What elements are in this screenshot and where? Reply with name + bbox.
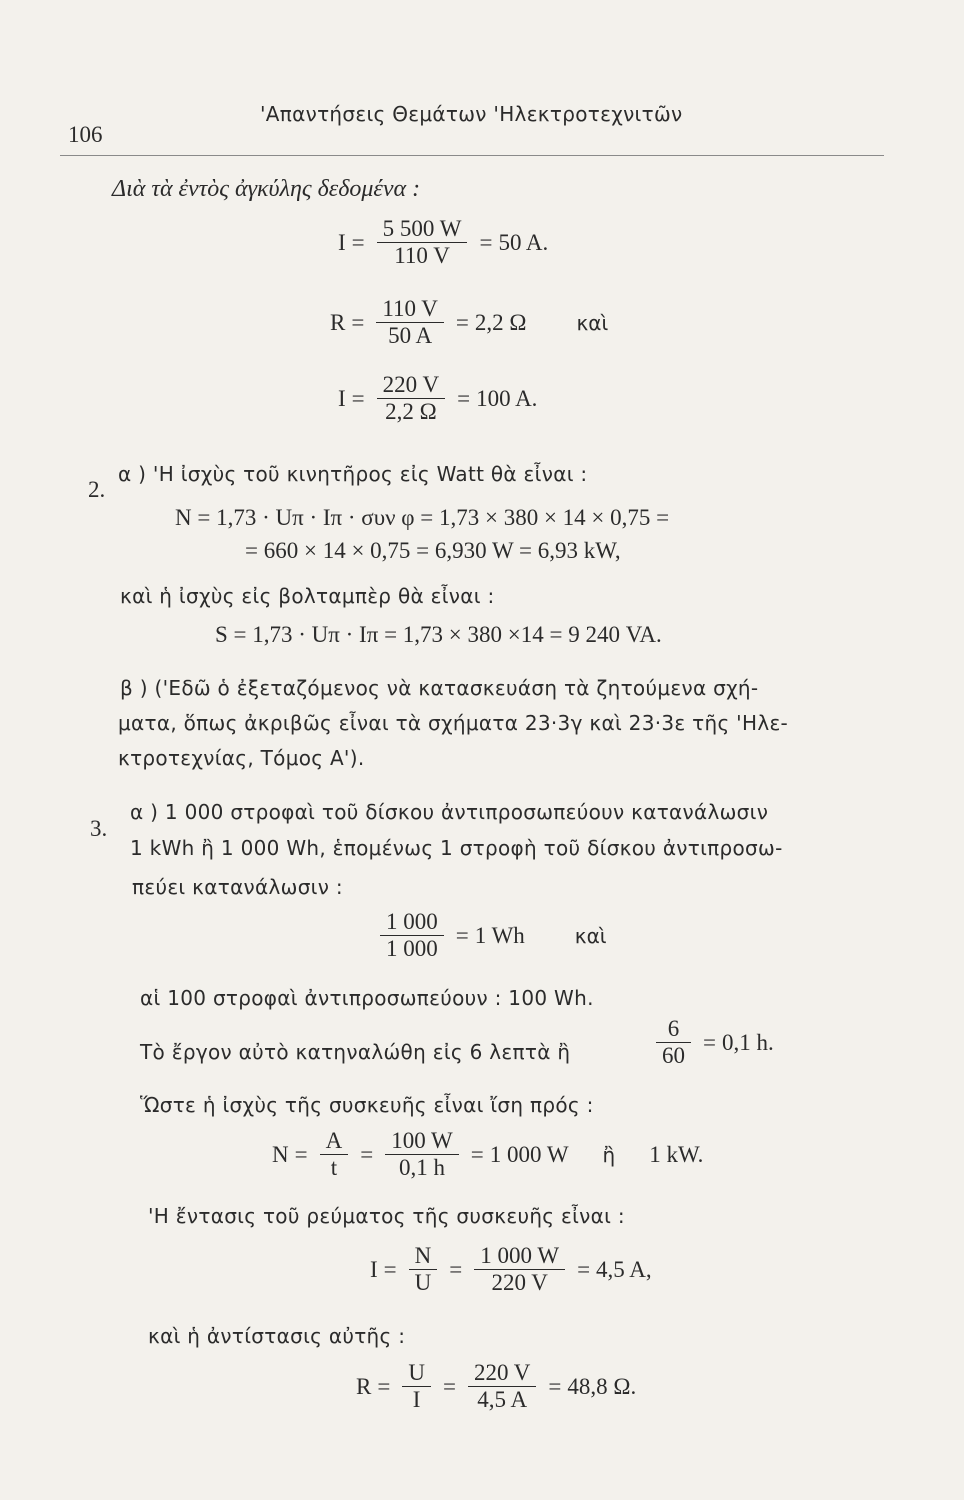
eq-h-numerator: 6 — [667, 1016, 680, 1041]
equation-current-2 — [338, 372, 537, 425]
q2-power-formula-2: = 660 × 14 × 0,75 = 6,930 W = 6,93 kW, — [245, 538, 621, 563]
eq2-trail: καὶ — [576, 310, 609, 335]
q3-line-5: Τὸ ἔργον αὐτὸ κατηναλώθη εἰς 6 λεπτὰ ἢ — [140, 1040, 571, 1064]
eq-i-lhs: I — [370, 1256, 378, 1282]
page-header — [60, 100, 884, 150]
eq3-denominator: 2,2 Ω — [385, 399, 437, 424]
q3-line-8: καὶ ἡ ἀντίστασις αὐτῆς : — [148, 1324, 406, 1348]
page-number: 106 — [68, 122, 103, 147]
eq-r-f1-numerator: U — [408, 1360, 425, 1385]
q2-part-b-line-2: ματα, ὅπως ἀκριβῶς εἶναι τὰ σχήματα 23·3γ καὶ 23·3ε τῆς 'Ηλε- — [118, 711, 789, 735]
eq-i-fraction-1 — [409, 1243, 438, 1296]
eq-wh-fraction — [380, 909, 444, 962]
q3-line-4: αἱ 100 στροφαὶ ἀντιπροσωπεύουν : 100 Wh. — [140, 986, 594, 1010]
eq-n-result: 1 000 W — [489, 1141, 569, 1167]
q2-power-formula-1: N = 1,73 · Uπ · Iπ · συν φ = 1,73 × 380 × 14 × 0,75 = — [175, 505, 670, 530]
q3-line-2: 1 kWh ἢ 1 000 Wh, ἑπομένως 1 στροφὴ τοῦ δίσκου ἀντιπροσω- — [130, 836, 783, 860]
eq-i-f2-numerator: 1 000 W — [480, 1243, 560, 1268]
eq-i-equals: = — [383, 1256, 397, 1282]
eq-h-denominator: 60 — [662, 1043, 685, 1068]
eq-n-alt: 1 kW. — [649, 1141, 704, 1167]
equation-power — [272, 1128, 703, 1181]
eq2-result: 2,2 Ω — [474, 309, 527, 335]
eq-r-equals: = — [377, 1373, 391, 1399]
equation-hours — [650, 1016, 774, 1069]
eq-i-equals-2: = — [449, 1256, 463, 1282]
eq-n-lhs: N — [272, 1141, 289, 1167]
eq1-result: 50 A. — [498, 229, 549, 255]
eq2-denominator: 50 A — [388, 323, 433, 348]
eq1-denominator: 110 V — [394, 243, 450, 268]
eq-r-equals-2: = — [442, 1373, 456, 1399]
eq-i-f2-denominator: 220 V — [491, 1270, 548, 1295]
q3-line-1: α ) 1 000 στροφαὶ τοῦ δίσκου ἀντιπροσωπεύουν κατανάλωσιν — [130, 800, 769, 824]
eq-wh-result: 1 Wh — [474, 922, 525, 948]
running-title: 'Απαντήσεις Θεμάτων 'Ηλεκτροτεχνιτῶν — [260, 102, 683, 126]
eq-n-equals-2: = — [360, 1141, 374, 1167]
equation-current-3 — [370, 1243, 652, 1296]
eq2-lhs: R — [330, 309, 346, 335]
eq-r-fraction-2 — [468, 1360, 536, 1413]
eq-i-f1-denominator: U — [414, 1270, 432, 1295]
eq-r-f2-numerator: 220 V — [473, 1360, 531, 1385]
eq-i-result: 4,5 A, — [596, 1256, 652, 1282]
q2-apparent-power: S = 1,73 · Uπ · Iπ = 1,73 × 380 ×14 = 9 240 VA. — [215, 622, 662, 647]
eq-i-fraction-2 — [474, 1243, 565, 1296]
eq-n-equals-3: = — [470, 1141, 484, 1167]
equation-current-1 — [338, 216, 548, 269]
eq-h-result: 0,1 h. — [721, 1029, 774, 1055]
eq-r-equals-3: = — [548, 1373, 562, 1399]
equation-resistance — [330, 296, 608, 349]
eq3-result: 100 A. — [476, 385, 538, 411]
eq-wh-denominator: 1 000 — [386, 936, 438, 961]
eq-n-f1-denominator: t — [330, 1155, 338, 1180]
eq-n-f1-numerator: A — [325, 1128, 343, 1153]
eq3-lhs: I — [338, 385, 346, 411]
eq3-equals: = — [351, 385, 365, 411]
eq1-numerator: 5 500 W — [382, 216, 462, 241]
eq-h-equals: = — [703, 1029, 716, 1055]
q3-line-3: πεύει κατανάλωσιν : — [132, 875, 343, 899]
q3-line-7: 'Η ἔντασις τοῦ ρεύματος τῆς συσκευῆς εἶναι : — [148, 1204, 625, 1228]
eq-n-f2-denominator: 0,1 h — [398, 1155, 445, 1180]
eq-n-fraction-2 — [385, 1128, 459, 1181]
eq-r-f1-denominator: I — [412, 1387, 421, 1412]
q2-part-b-line-3: κτροτεχνίας, Τόμος Α'). — [118, 746, 365, 770]
eq-wh-trail: καὶ — [574, 923, 607, 948]
eq1-equals-2: = — [479, 229, 493, 255]
eq-r-fraction-1 — [402, 1360, 431, 1413]
q3-line-6: Ὥστε ἡ ἰσχὺς τῆς συσκευῆς εἶναι ἴση πρός : — [140, 1093, 594, 1117]
eq-r-f2-denominator: 4,5 A — [477, 1387, 528, 1412]
eq-n-equals: = — [294, 1141, 308, 1167]
eq-r-lhs: R — [356, 1373, 372, 1399]
eq-wh-numerator: 1 000 — [386, 909, 438, 934]
eq1-fraction — [377, 216, 468, 269]
eq2-equals: = — [351, 309, 365, 335]
header-rule — [60, 155, 884, 156]
eq3-numerator: 220 V — [382, 372, 440, 397]
eq3-fraction — [377, 372, 445, 425]
q2-part-b-line-1: β ) ('Εδῶ ὁ ἐξεταζόμενος νὰ κατασκευάση τὰ ζητούμενα σχή- — [120, 676, 759, 700]
eq-n-or: ἢ — [602, 1142, 616, 1167]
q2-part-a: α ) 'Η ἰσχὺς τοῦ κινητῆρος εἰς Watt θὰ εἶναι : — [118, 462, 588, 486]
eq2-numerator: 110 V — [382, 296, 438, 321]
eq1-equals: = — [351, 229, 365, 255]
q2-va-intro: καὶ ἡ ἰσχὺς εἰς βολταμπὲρ θὰ εἶναι : — [120, 584, 495, 608]
eq2-fraction — [376, 296, 444, 349]
intro-line: Διὰ τὰ ἐντὸς ἀγκύλης δεδομένα : — [112, 176, 421, 202]
eq-n-f2-numerator: 100 W — [391, 1128, 453, 1153]
eq3-equals-2: = — [457, 385, 471, 411]
eq-wh-equals: = — [455, 922, 469, 948]
eq-h-fraction — [656, 1016, 691, 1069]
eq-i-f1-numerator: N — [414, 1243, 432, 1268]
eq-r-result: 48,8 Ω. — [567, 1373, 637, 1399]
q2-number: 2. — [88, 477, 106, 502]
eq-i-equals-3: = — [577, 1256, 591, 1282]
eq-n-fraction-1 — [320, 1128, 349, 1181]
equation-resistance-2 — [356, 1360, 636, 1413]
eq1-lhs: I — [338, 229, 346, 255]
q3-number: 3. — [90, 816, 108, 841]
equation-wh — [374, 909, 607, 962]
eq2-equals-2: = — [455, 309, 469, 335]
